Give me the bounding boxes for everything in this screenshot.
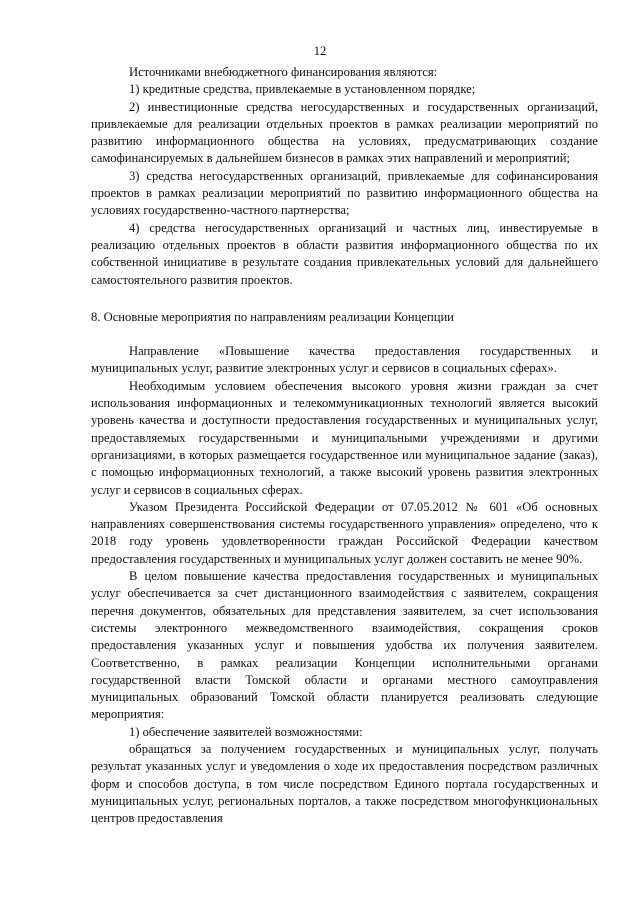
paragraph-necessary-condition: Необходимым условием обеспечения высокого уровня жизни граждан за счет использования информационных и телекоммуникационных технологий является высокий уровень качества и доступности предоставления государственных и муниципальных услуг, предоставляемых государственными и муниципальными учреждениями и другими организациями, в которых размещается государственное или муниципальное задание (заказ), с помощью информационных технологий, а также высокий уровень развития электронных услуг и сервисов в социальных сферах.	[91, 378, 598, 497]
paragraph-presidential-decree: Указом Президента Российской Федерации от 07.05.2012 № 601 «Об основных направлениях совершенствования системы государственного управления» определено, что к 2018 году уровень удовлетворенности граждан Российской Федерации качеством предоставления государственных и муниципальных услуг должен составить не менее 90%.	[91, 499, 598, 566]
paragraph-funding-source-4: 4) средства негосударственных организаций и частных лиц, инвестируемые в реализацию отдельных проектов в области развития информационного общества по их собственной инициативе в результате создания привлекательных условий для дальнейшего самостоятельного развития проектов.	[91, 220, 598, 287]
document-body	[91, 64, 598, 827]
paragraph-measure-1-detail: обращаться за получением государственных и муниципальных услуг, получать результат указанных услуг и уведомления о ходе их предоставления посредством различных форм и способов доступа, в том числе посредством Единого портала государственных и муниципальных услуг, региональных порталов, а также посредством многофункциональных центров предоставления	[91, 741, 598, 826]
paragraph-funding-source-2: 2) инвестиционные средства негосударственных и государственных организаций, привлекаемые для реализации отдельных проектов в рамках реализации мероприятий по развитию информационного общества на условиях, предусматривающих создание самофинансируемых в дальнейшем бизнесов в рамках этих направлений и мероприятий;	[91, 99, 598, 166]
page-number: 12	[313, 44, 327, 58]
paragraph-funding-sources-intro: Источниками внебюджетного финансирования являются:	[129, 65, 438, 79]
paragraph-direction-title: Направление «Повышение качества предоставления государственных и муниципальных услуг, развитие электронных услуг и сервисов в социальных сферах».	[91, 344, 598, 376]
paragraph-funding-source-1: 1) кредитные средства, привлекаемые в установленном порядке;	[129, 82, 476, 97]
paragraph-quality-improvement: В целом повышение качества предоставления государственных и муниципальных услуг обеспечивается за счет дистанционного взаимодействия с заявителем, сокращения перечня документов, обязательных для представления заявителем, за счет использования системы электронного межведомственного взаимодействия, сокращения сроков предоставления указанных услуг и повышения удобства их получения заявителем. Соответственно, в рамках реализации Концепции исполнительными органами государственной власти Томской области и органами местного самоуправления муниципальных образований Томской области планируется реализовать следующие мероприятия:	[91, 569, 598, 722]
section-heading: 8. Основные мероприятия по направлениям реализации Концепции	[91, 309, 454, 324]
paragraph-funding-source-3: 3) средства негосударственных организаций, привлекаемые для софинансирования проектов в рамках реализации мероприятий по развитию информационного общества на условиях государственно-частного партнерства;	[91, 168, 598, 218]
paragraph-measure-1: 1) обеспечение заявителей возможностями:	[129, 724, 363, 739]
